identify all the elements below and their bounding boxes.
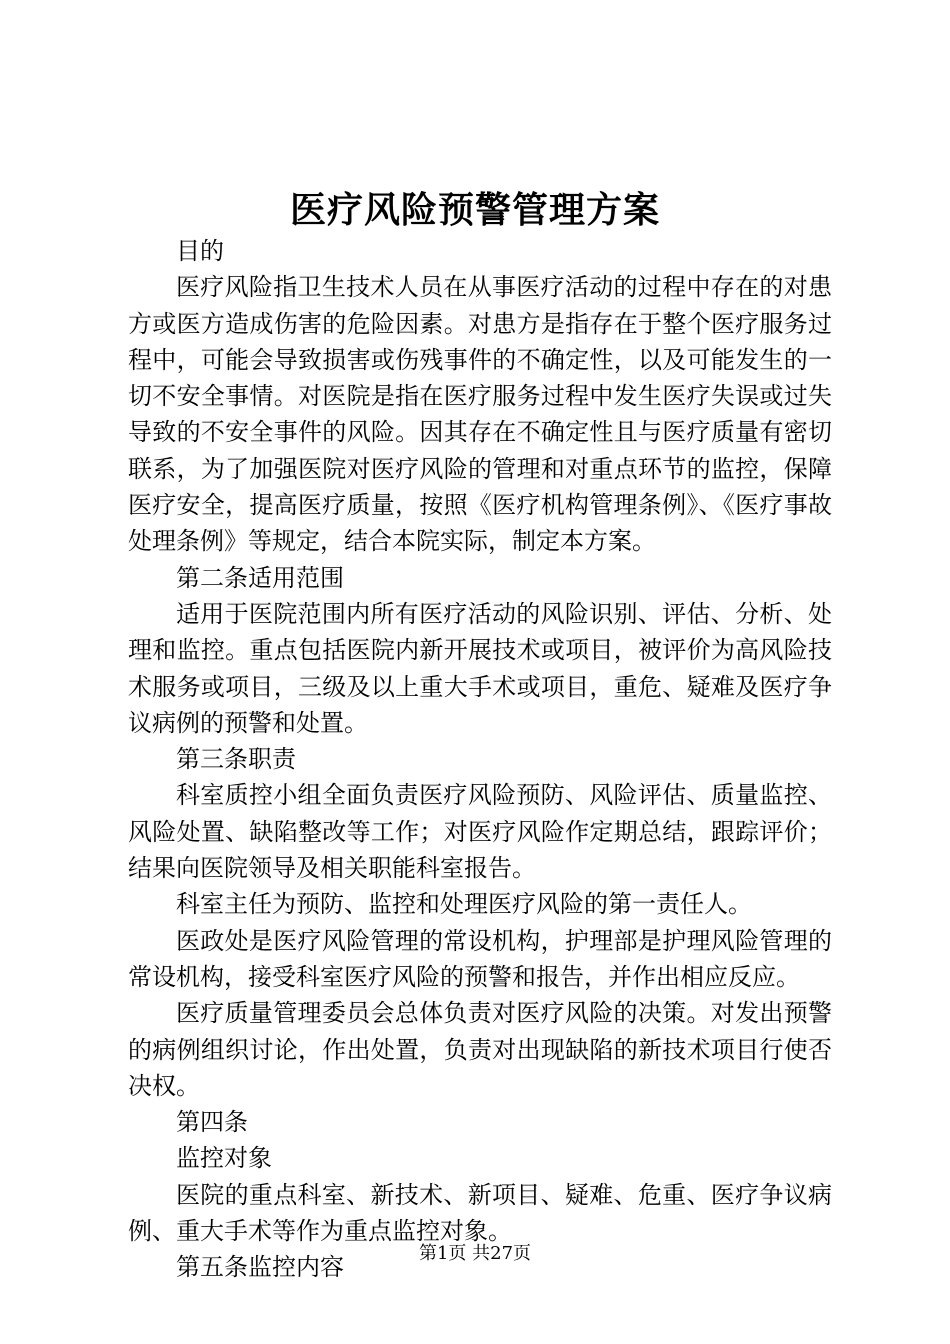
document-body [128,233,832,1286]
document-title: 医疗风险预警管理方案 [289,189,660,231]
paragraph-article-2-heading: 第二条适用范围 [176,563,344,592]
page-number-footer: 第1页 共27页 [418,1243,532,1264]
paragraph-article-3-text-1: 科室质控小组全面负责医疗风险预防、风险评估、质量监控、风险处置、缺陷整改等工作；对医疗风险作定期总结，跟踪评价；结果向医院领导及相关职能科室报告。 [128,781,832,883]
paragraph-article-3-heading: 第三条职责 [176,745,296,774]
paragraph-purpose-heading: 目的 [176,237,224,265]
paragraph-monitoring-objects-text: 医院的重点科室、新技术、新项目、疑难、危重、医疗争议病例、重大手术等作为重点监控对象。 [128,1180,832,1246]
paragraph-article-5-heading: 第五条监控内容 [176,1253,344,1282]
paragraph-article-3-text-2: 科室主任为预防、监控和处理医疗风险的第一责任人。 [176,890,752,919]
paragraph-article-4-heading: 第四条 [176,1108,248,1137]
paragraph-purpose-text: 医疗风险指卫生技术人员在从事医疗活动的过程中存在的对患方或医方造成伤害的危险因素。对患方是指存在于整个医疗服务过程中，可能会导致损害或伤残事件的不确定性，以及可能发生的一切不安全事情。对医院是指在医疗服务过程中发生医疗失误或过失导致的不安全事件的风险。因其存在不确定性且与医疗质量有密切联系，为了加强医院对医疗风险的管理和对重点环节的监控，保障医疗安全，提高医疗质量，按照《医疗机构管理条例》、《医疗事故处理条例》等规定，结合本院实际，制定本方案。 [128,273,832,556]
paragraph-article-3-text-4: 医疗质量管理委员会总体负责对医疗风险的决策。对发出预警的病例组织讨论，作出处置，负责对出现缺陷的新技术项目行使否决权。 [128,999,832,1100]
paragraph-monitoring-objects-heading: 监控对象 [176,1144,272,1173]
paragraph-article-2-text: 适用于医院范围内所有医疗活动的风险识别、评估、分析、处理和监控。重点包括医院内新开展技术或项目，被评价为高风险技术服务或项目，三级及以上重大手术或项目，重危、疑难及医疗争议病例的预警和处置。 [128,599,832,737]
paragraph-article-3-text-3: 医政处是医疗风险管理的常设机构，护理部是护理风险管理的常设机构，接受科室医疗风险的预警和报告，并作出相应反应。 [128,926,832,991]
